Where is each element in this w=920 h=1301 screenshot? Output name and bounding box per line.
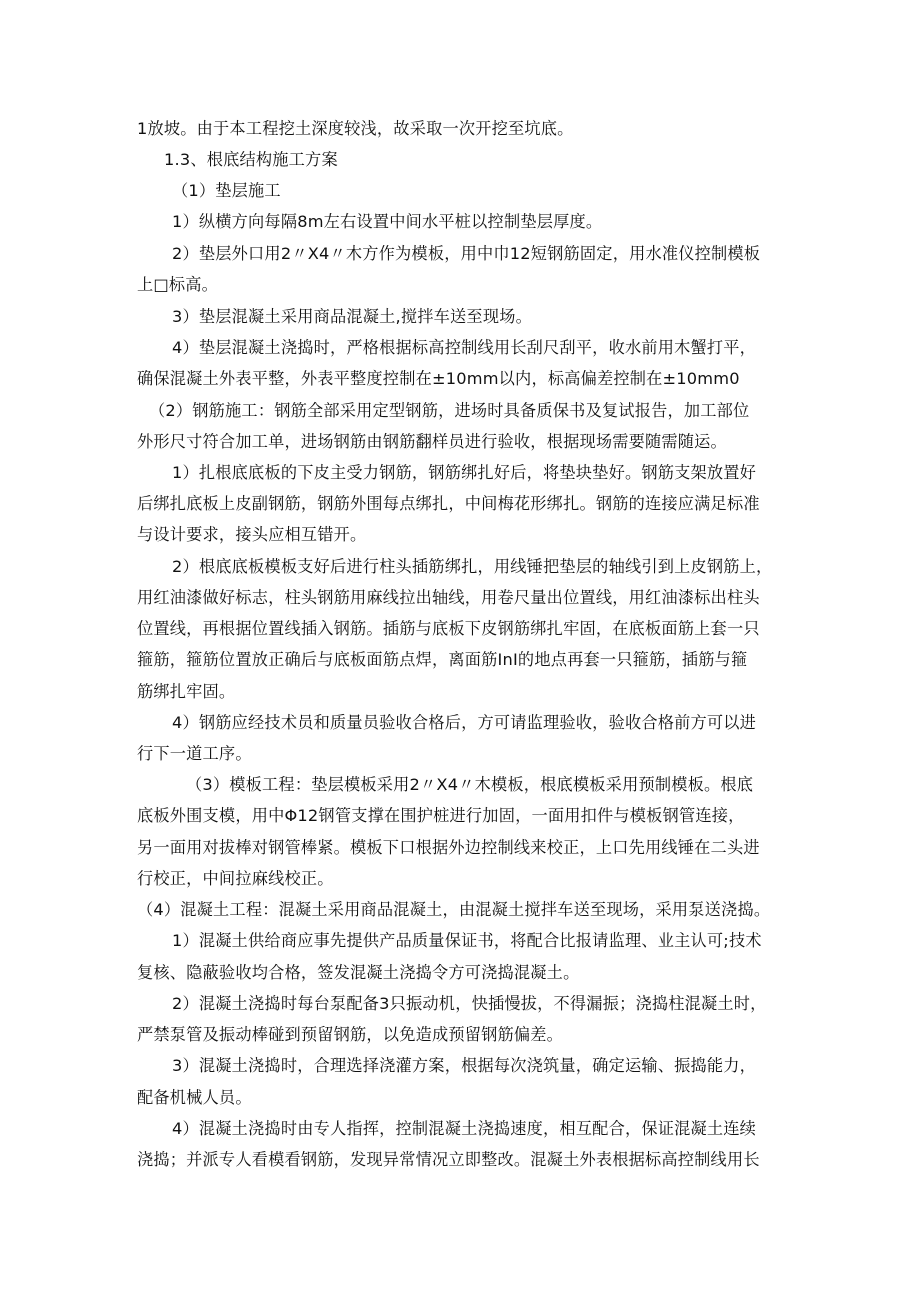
text-line: 3）混凝土浇捣时，合理选择浇灌方案，根据每次浇筑量，确定运输、振捣能力， xyxy=(172,1056,757,1075)
text-line: 1）纵横方向每隔8m左右设置中间水平桩以控制垫层厚度。 xyxy=(172,212,603,231)
section-heading: 1.3、根底结构施工方案 xyxy=(164,150,338,169)
text-line: 外形尺寸符合加工单，进场钢筋由钢筋翻样员进行验收，根据现场需要随需随运。 xyxy=(137,432,727,451)
text-line: 行校正，中间拉麻线校正。 xyxy=(137,869,334,888)
text-line: 2）垫层外口用2〃X4〃木方作为模板，用中巾12短钢筋固定，用水准仪控制模板 xyxy=(172,244,761,263)
text-line: （3）模板工程：垫层模板采用2〃X4〃木模板，根底模板采用预制模板。根底 xyxy=(186,775,754,794)
text-line: 筋绑扎牢固。 xyxy=(137,682,236,701)
text-line: 复核、隐蔽验收均合格，签发混凝土浇捣令方可浇捣混凝土。 xyxy=(137,963,580,982)
text-line: 另一面用对拔棒对钢管棒紧。模板下口根据外边控制线来校正，上口先用线锤在二头进 xyxy=(137,838,760,857)
text-line: 底板外围支模，用中Φ12钢管支撑在围护桩进行加固，一面用扣件与模板钢管连接， xyxy=(137,806,745,825)
text-line: 4）混凝土浇捣时由专人指挥，控制混凝土浇捣速度，相互配合，保证混凝土连续 xyxy=(172,1119,757,1138)
text-line: 1）混凝土供给商应事先提供产品质量保证书，将配合比报请监理、业主认可;技术 xyxy=(172,931,762,950)
subsection-heading: （1）垫层施工 xyxy=(172,181,281,200)
text-line: 严禁泵管及振动棒碰到预留钢筋，以免造成预留钢筋偏差。 xyxy=(137,1025,564,1044)
text-line: 确保混凝土外表平整，外表平整度控制在±10mm以内，标高偏差控制在±10mm0 xyxy=(137,369,740,388)
text-line: 2）混凝土浇捣时每台泵配备3只振动机，快插慢拔，不得漏振；浇捣柱混凝土时， xyxy=(172,994,767,1013)
text-line: 3）垫层混凝土采用商品混凝土,搅拌车送至现场。 xyxy=(172,307,532,326)
text-line: 1）扎根底底板的下皮主受力钢筋，钢筋绑扎好后，将垫块垫好。钢筋支架放置好 xyxy=(172,463,757,482)
text-line: 4）钢筋应经技术员和质量员验收合格后，方可请监理验收，验收合格前方可以进 xyxy=(172,713,757,732)
text-line: 行下一道工序。 xyxy=(137,744,252,763)
text-line: 4）垫层混凝土浇捣时，严格根据标高控制线用长刮尺刮平，收水前用木蟹打平， xyxy=(172,338,757,357)
text-line: 后绑扎底板上皮副钢筋，钢筋外围每点绑扎，中间梅花形绑扎。钢筋的连接应满足标准 xyxy=(137,494,760,513)
text-line: 与设计要求，接头应相互错开。 xyxy=(137,525,367,544)
text-line: 箍筋，箍筋位置放正确后与底板面筋点焊，离面筋InI的地点再套一只箍筋，插筋与箍 xyxy=(137,650,748,669)
text-line: 1放坡。由于本工程挖土深度较浅，故采取一次开挖至坑底。 xyxy=(137,119,574,138)
text-line: （4）混凝土工程：混凝土采用商品混凝土，由混凝土搅拌车送至现场，采用泵送浇捣。 xyxy=(137,900,771,919)
text-line: 用红油漆做好标志，柱头钢筋用麻线拉出轴线，用卷尺量出位置线，用红油漆标出柱头 xyxy=(137,588,760,607)
text-line: 浇捣；并派专人看模看钢筋，发现异常情况立即整改。混凝土外表根据标高控制线用长 xyxy=(137,1150,760,1169)
text-line: 上□标高。 xyxy=(137,275,219,294)
text-line: 位置线，再根据位置线插入钢筋。插筋与底板下皮钢筋绑扎牢固，在底板面筋上套一只 xyxy=(137,619,760,638)
text-line: （2）钢筋施工：钢筋全部采用定型钢筋，进场时具备质保书及复试报告，加工部位 xyxy=(149,401,750,420)
text-line: 配备机械人员。 xyxy=(137,1088,252,1107)
text-line: 2）根底底板模板支好后进行柱头插筋绑扎，用线锤把垫层的轴线引到上皮钢筋上， xyxy=(172,557,773,576)
